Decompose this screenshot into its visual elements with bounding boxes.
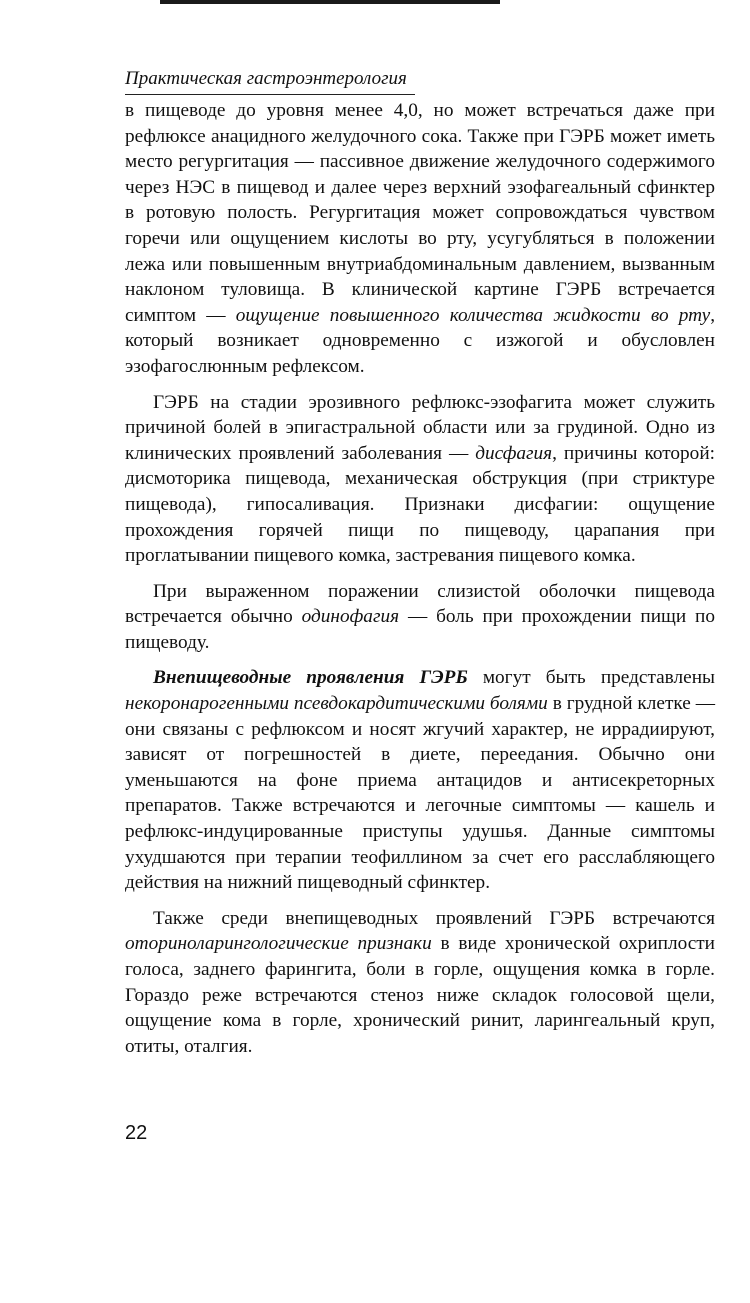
text-run: — боль при прохождении пищи по пищеводу. (125, 606, 715, 653)
text-run: , который возникает одновременно с изжогой и обусловлен эзофагослюнным рефлексом. (125, 304, 716, 377)
italic-term: одинофагия (301, 606, 400, 628)
paragraph (125, 390, 715, 569)
text-run: ГЭРБ на стадии эрозивного рефлюкс-эзофагита может служить причиной болей в эпигастральной области или за грудиной. Одно из клинических проявлений заболевания — (125, 391, 715, 464)
running-title: Практическая гастроэнтерология (125, 68, 415, 95)
text-run: в грудной клетке — они связаны с рефлюксом и носят жгучий характер, не иррадиируют, зависят от погрешностей в диете, переедания. Обычно они уменьшаются на фоне приема антацидов и антисекреторных препаратов. Также встречаются и легочные симптомы — кашель и рефлюкс-индуцированные приступы удушья. Данные симптомы ухудшаются при терапии теофиллином за счет его расслабляющего действия на нижний пищеводный сфинктер. (125, 693, 715, 894)
running-head (125, 68, 715, 95)
text-run: Также среди внепищеводных проявлений ГЭРБ встречаются (153, 907, 715, 929)
italic-term: дисфагия (475, 442, 553, 464)
italic-term: ощущение повышенного количества жидкости во рту (235, 304, 711, 326)
text-run: При выраженном поражении слизистой оболочки пищевода встречается обычно (125, 580, 715, 628)
italic-term: некоронарогенными псевдокардитическими болями (125, 693, 548, 715)
paragraph (125, 579, 715, 656)
paragraph (125, 665, 715, 895)
text-run: в виде хронической охриплости голоса, заднего фарингита, боли в горле, ощущения комка в горле. Гораздо реже встречаются стеноз ниже складок голосовой щели, ощущение кома в горле, хронический ринит, ларингеальный круп, отиты, оталгия. (125, 933, 715, 1057)
paragraph (125, 98, 715, 380)
top-rule (160, 0, 500, 4)
text-run: могут быть представлены (467, 667, 715, 689)
text-run: , причины которой: дисмоторика пищевода, механическая обструкция (при стриктуре пищевода), гипосаливация. Признаки дисфагии: ощущение прохождения горячей пищи по пищеводу, царапания при проглатывании пищевого комка, застревания пищевого комка. (125, 442, 715, 567)
page-number: 22 (125, 1122, 148, 1144)
italic-term: оториноларингологические признаки (125, 933, 432, 955)
page-body (125, 98, 715, 1069)
paragraph (125, 906, 715, 1060)
bold-italic-term: Внепищеводные проявления ГЭРБ (153, 667, 468, 689)
text-run: в пищеводе до уровня менее 4,0, но может встречаться даже при рефлюксе анацидного желудочного сока. Также при ГЭРБ может иметь место регургитация — пассивное движение желудочного содержимого через НЭС в пищевод и далее через верхний эзофагеальный сфинктер в ротовую полость. Регургитация может сопровождаться чувством горечи или ощущением кислоты во рту, усугубляться в положении лежа или повышенным внутриабдоминальным давлением, вызванным наклоном туловища. В клинической картине ГЭРБ встречается симптом — (125, 100, 715, 326)
